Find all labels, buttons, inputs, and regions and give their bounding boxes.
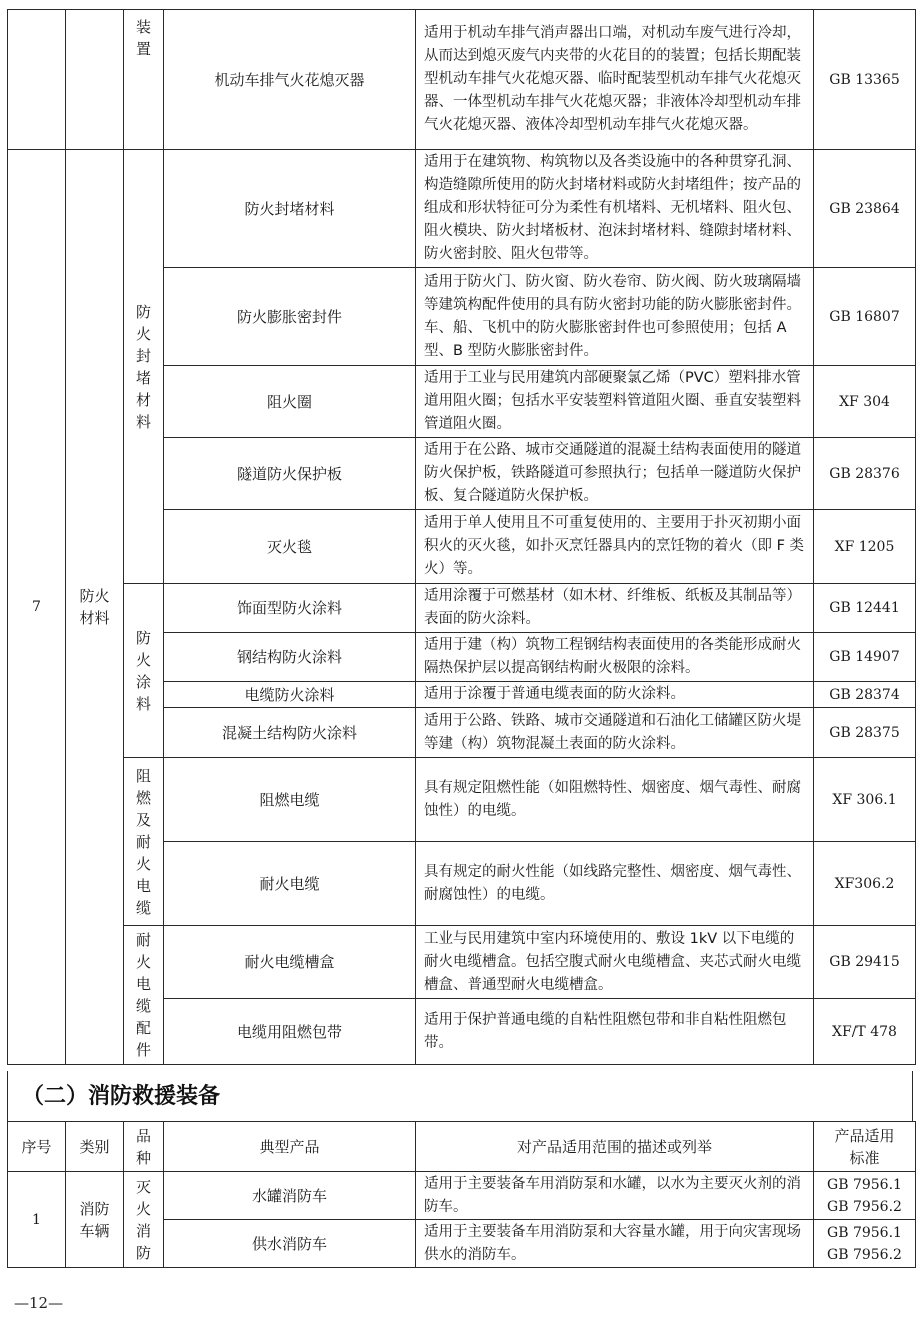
header-product: 典型产品 (164, 1122, 416, 1172)
header-description: 对产品适用范围的描述或列举 (416, 1122, 814, 1172)
standard-cell: GB 13365 (814, 10, 916, 150)
product-cell: 防火膨胀密封件 (164, 268, 416, 366)
product-cell: 电缆防火涂料 (164, 682, 416, 708)
variety-label: 防火封堵材料 (135, 302, 151, 431)
category-cell (66, 150, 124, 1065)
standard-cell: GB 23864 (814, 150, 916, 268)
description-cell: 具有规定的耐火性能（如线路完整性、烟密度、烟气毒性、耐腐蚀性）的电缆。 (416, 842, 814, 926)
standard-line: GB 7956.1 (827, 1176, 902, 1193)
seq-cell-empty (8, 10, 66, 150)
product-cell: 钢结构防火涂料 (164, 633, 416, 682)
product-cell: 机动车排气火花熄灭器 (164, 10, 416, 150)
header-standard-label: 产品适用标准 (834, 1126, 895, 1167)
category-label: 消防车辆 (79, 1199, 110, 1240)
description-cell: 具有规定阻燃性能（如阻燃特性、烟密度、烟气毒性、耐腐蚀性）的电缆。 (416, 758, 814, 842)
description-cell: 适用于公路、铁路、城市交通隧道和石油化工储罐区防火堤等建（构）筑物混凝土表面的防火涂料。 (416, 708, 814, 758)
variety-label: 灭火消防 (135, 1177, 151, 1262)
standard-cell: GB 28375 (814, 708, 916, 758)
product-cell: 隧道防火保护板 (164, 438, 416, 510)
description-cell: 适用于机动车排气消声器出口端，对机动车废气进行冷却，从而达到熄灭废气内夹带的火花目的的装置；包括长期配装型机动车排气火花熄灭器、临时配装型机动车排气火花熄灭器、一体型机动车排气火花熄灭器；非液体冷却型机动车排气火花熄灭器、液体冷却型机动车排气火花熄灭器。 (416, 10, 814, 150)
description-cell: 适用于工业与民用建筑内部硬聚氯乙烯（PVC）塑料排水管道用阻火圈；包括水平安装塑料管道阻火圈、垂直安装塑料管道阻火圈。 (416, 366, 814, 438)
header-standard (814, 1122, 916, 1172)
standard-line: GB 7956.2 (827, 1246, 902, 1263)
description-cell: 适用于主要装备车用消防泵和大容量水罐，用于向灾害现场供水的消防车。 (416, 1220, 814, 1268)
variety-cell (124, 1172, 164, 1268)
description-cell: 适用于在公路、城市交通隧道的混凝土结构表面使用的隧道防火保护板，铁路隧道可参照执行；包括单一隧道防火保护板、复合隧道防火保护板。 (416, 438, 814, 510)
product-cell: 供水消防车 (164, 1220, 416, 1268)
fire-materials-table (7, 9, 916, 1065)
standard-cell: GB 29415 (814, 926, 916, 999)
variety-label: 耐火电缆配件 (135, 931, 151, 1059)
product-cell: 水罐消防车 (164, 1172, 416, 1220)
standard-cell: GB 28374 (814, 682, 916, 708)
product-cell: 耐火电缆槽盒 (164, 926, 416, 999)
description-cell: 适用于单人使用且不可重复使用的、主要用于扑灭初期小面积火的灭火毯，如扑灭烹饪器具内的烹饪物的着火（即 F 类火）等。 (416, 510, 814, 584)
standard-line: GB 7956.1 (827, 1224, 902, 1241)
seq-cell: 1 (8, 1172, 66, 1268)
standard-cell (814, 1220, 916, 1268)
standard-cell: GB 12441 (814, 584, 916, 633)
product-cell: 阻燃电缆 (164, 758, 416, 842)
table-row (8, 10, 916, 150)
table-row (8, 926, 916, 999)
product-cell: 灭火毯 (164, 510, 416, 584)
standard-cell: XF 304 (814, 366, 916, 438)
variety-label: 装置 (135, 18, 151, 58)
table-row (8, 150, 916, 268)
variety-cell (124, 150, 164, 584)
table-row (8, 758, 916, 842)
description-cell: 适用于防火门、防火窗、防火卷帘、防火阀、防火玻璃隔墙等建筑构配件使用的具有防火密封功能的防火膨胀密封件。车、船、飞机中的防火膨胀密封件也可参照使用；包括 A 型、B 型防火膨胀密封件。 (416, 268, 814, 366)
standard-line: GB 7956.2 (827, 1198, 902, 1215)
description-cell: 适用于主要装备车用消防泵和水罐，以水为主要灭火剂的消防车。 (416, 1172, 814, 1220)
standard-cell: XF 306.1 (814, 758, 916, 842)
description-cell: 适用于建（构）筑物工程钢结构表面使用的各类能形成耐火隔热保护层以提高钢结构耐火极限的涂料。 (416, 633, 814, 682)
seq-cell (8, 150, 66, 1065)
standard-cell: GB 14907 (814, 633, 916, 682)
header-seq: 序号 (8, 1122, 66, 1172)
standard-cell: GB 16807 (814, 268, 916, 366)
category-cell (66, 1172, 124, 1268)
product-cell: 耐火电缆 (164, 842, 416, 926)
standard-cell: XF/T 478 (814, 999, 916, 1065)
description-cell: 适用涂覆于可燃基材（如木材、纤维板、纸板及其制品等）表面的防火涂料。 (416, 584, 814, 633)
header-variety-label: 品种 (135, 1126, 151, 1167)
seq-number: 7 (32, 599, 41, 615)
standard-cell (814, 1172, 916, 1220)
product-cell: 防火封堵材料 (164, 150, 416, 268)
description-cell: 适用于涂覆于普通电缆表面的防火涂料。 (416, 682, 814, 708)
standard-cell: GB 28376 (814, 438, 916, 510)
table-row (8, 584, 916, 633)
variety-cell (124, 584, 164, 758)
rescue-equipment-table (7, 1121, 916, 1268)
product-cell: 阻火圈 (164, 366, 416, 438)
product-cell: 混凝土结构防火涂料 (164, 708, 416, 758)
variety-label: 防火涂料 (135, 628, 151, 713)
product-cell: 电缆用阻燃包带 (164, 999, 416, 1065)
header-variety (124, 1122, 164, 1172)
category-cell-empty (66, 10, 124, 150)
category-label: 防火材料 (79, 587, 110, 627)
variety-cell (124, 10, 164, 150)
page-number: —12— (14, 1294, 64, 1312)
variety-cell (124, 758, 164, 926)
variety-cell (124, 926, 164, 1065)
product-cell: 饰面型防火涂料 (164, 584, 416, 633)
description-cell: 工业与民用建筑中室内环境使用的、敷设 1kV 以下电缆的耐火电缆槽盒。包括空腹式耐火电缆槽盒、夹芯式耐火电缆槽盒、普通型耐火电缆槽盒。 (416, 926, 814, 999)
table-header-row (8, 1122, 916, 1172)
variety-label: 阻燃及耐火电缆 (135, 766, 151, 917)
description-cell: 适用于在建筑物、构筑物以及各类设施中的各种贯穿孔洞、构造缝隙所使用的防火封堵材料或防火封堵组件；按产品的组成和形状特征可分为柔性有机堵料、无机堵料、阻火包、阻火模块、防火封堵板材、泡沫封堵材料、缝隙封堵材料、防火密封胶、阻火包带等。 (416, 150, 814, 268)
header-category: 类别 (66, 1122, 124, 1172)
standard-cell: XF 1205 (814, 510, 916, 584)
standard-cell: XF306.2 (814, 842, 916, 926)
section-title: （二）消防救援装备 (7, 1071, 913, 1122)
description-cell: 适用于保护普通电缆的自粘性阻燃包带和非自粘性阻燃包带。 (416, 999, 814, 1065)
table-row (8, 1172, 916, 1220)
